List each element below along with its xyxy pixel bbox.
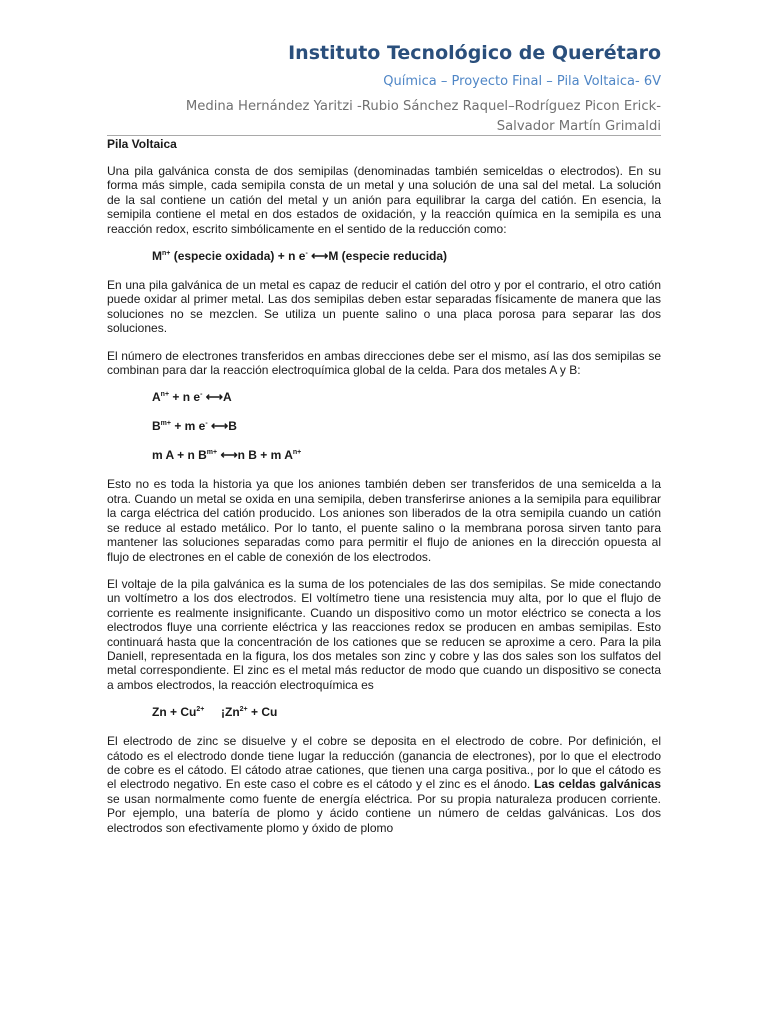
header-divider [107, 135, 661, 136]
paragraph-1: Una pila galvánica consta de dos semipilas (denominadas también semiceldas o electrodos). En su forma más simple, cada semipila consta de un metal y una solución de una sal del metal. La solución de la sal contiene un catión del metal y un anión para equilibrar la carga del catión. En esencia, la semipila contiene el metal en dos estados de oxidación, y la reacción química en la semipila es una reacción redox, escrito simbólicamente en el sentido de la reducción como: [107, 164, 661, 236]
formula-superscript: 2+ [239, 706, 248, 714]
document-header [101, 40, 661, 137]
formula-text: m A + n B [152, 448, 207, 463]
paragraph-6-text: El electrodo de zinc se disuelve y el cobre se deposita en el electrodo de cobre. Por definición, el cátodo es el electrodo donde tiene lugar la reducción (ganancia de electrones), por lo que el electrodo de cobre es el cátodo. El cátodo atrae cationes, que tienen una carga positiva., por lo que el cátodo es el electrodo negativo. En este caso el cobre es el cátodo y el zinc es el ánodo. [107, 734, 661, 792]
formula-text: + n e [169, 390, 201, 405]
paragraph-5: El voltaje de la pila galvánica es la suma de los potenciales de las dos semipilas. Se mide conectando un voltímetro a los dos electrodos. El voltímetro tiene una resistencia muy alta, por lo que el flujo de corriente es realmente insignificante. Cuando un dispositivo como un motor eléctrico se conecta a los electrodos fluye una corriente eléctrica y las reacciones redox se producen en ambas semipilas. Esto continuará hasta que la concentración de los cationes que se reducen se aproxime a cero. Para la pila Daniell, representada en la figura, los dos metales son zinc y cobre y las dos sales son los sulfatos del metal correspondiente. El zinc es el metal más reductor de modo que cuando un dispositivo se conecta a ambos electrodos, la reacción electroquímica es [107, 576, 661, 692]
authors-line-1: Medina Hernández Yaritzi -Rubio Sánchez Raquel–Rodríguez Picon Erick- [185, 99, 661, 114]
formula-text: + m e [170, 419, 206, 434]
formula-superscript: n+ [160, 391, 170, 399]
formula-text: ¡Zn [204, 705, 240, 720]
formula-superscript: - [305, 250, 308, 258]
formula-superscript: n+ [162, 250, 171, 258]
document-body [107, 137, 661, 848]
formula-daniell [152, 705, 661, 720]
paragraph-4: Esto no es toda la historia ya que los aniones también deben ser transferidos de una semicelda a la otra. Cuando un metal se oxida en una semipila, deben transferirse aniones a la semipila para equilibrar la carga eléctrica del catión producido. Los aniones son liberados de la otra semipila cuando un catión se reduce al estado metálico. Por lo tanto, el puente salino o la membrana porosa sirven tanto para mantener las soluciones separadas como para permitir el flujo de aniones en la dirección opuesta al flujo de electrones en el cable de conexión de los electrodos. [107, 477, 661, 564]
formula-text: ⟷M (especie reducida) [307, 249, 448, 264]
course-subtitle: Química – Proyecto Final – Pila Voltaica- 6V [383, 74, 661, 89]
paragraph-6 [107, 734, 661, 835]
formula-superscript: - [205, 420, 208, 428]
formula-superscript: - [200, 391, 203, 399]
paragraph-6-text-end: se usan normalmente como fuente de energía eléctrica. Por su propia naturaleza producen corriente. Por ejemplo, una batería de plomo y ácido contiene un número de celdas galvánicas. Los dos electrodos son efectivamente plomo y óxido de plomo [107, 791, 661, 835]
formula-b [152, 419, 661, 434]
formula-text: B [152, 419, 161, 434]
formula-global [152, 448, 661, 463]
formula-text: Zn + Cu [152, 705, 197, 720]
formula-superscript: 2+ [196, 706, 205, 714]
paragraph-2: En una pila galvánica de un metal es capaz de reducir el catión del otro y por el contrario, el otro catión puede oxidar al primer metal. Las dos semipilas deben estar separadas físicamente de manera que las soluciones no se mezclen. Se utiliza un puente salino o una placa porosa para separar las dos soluciones. [107, 278, 661, 336]
formula-redox-general [152, 249, 661, 264]
formula-text: (especie oxidada) + n e [170, 249, 306, 264]
paragraph-6-bold: Las celdas galvánicas [534, 777, 661, 792]
formula-text: ⟷B [207, 419, 237, 434]
institution-title: Instituto Tecnológico de Querétaro [288, 42, 661, 64]
formula-superscript: m+ [160, 420, 171, 428]
formula-text: A [152, 390, 161, 405]
formula-a [152, 390, 661, 405]
formula-text: + Cu [247, 705, 278, 720]
authors [101, 97, 661, 137]
formula-text: ⟷n B + m A [217, 448, 293, 463]
formula-text: M [152, 249, 162, 264]
authors-line-2: Salvador Martín Grimaldi [496, 119, 661, 134]
formula-superscript: m+ [206, 449, 218, 457]
formula-superscript: n+ [292, 449, 302, 457]
formula-text: ⟷A [202, 390, 232, 405]
section-title: Pila Voltaica [107, 137, 177, 151]
paragraph-3: El número de electrones transferidos en ambas direcciones debe ser el mismo, así las dos semipilas se combinan para dar la reacción electroquímica global de la celda. Para dos metales A y B: [107, 348, 661, 378]
